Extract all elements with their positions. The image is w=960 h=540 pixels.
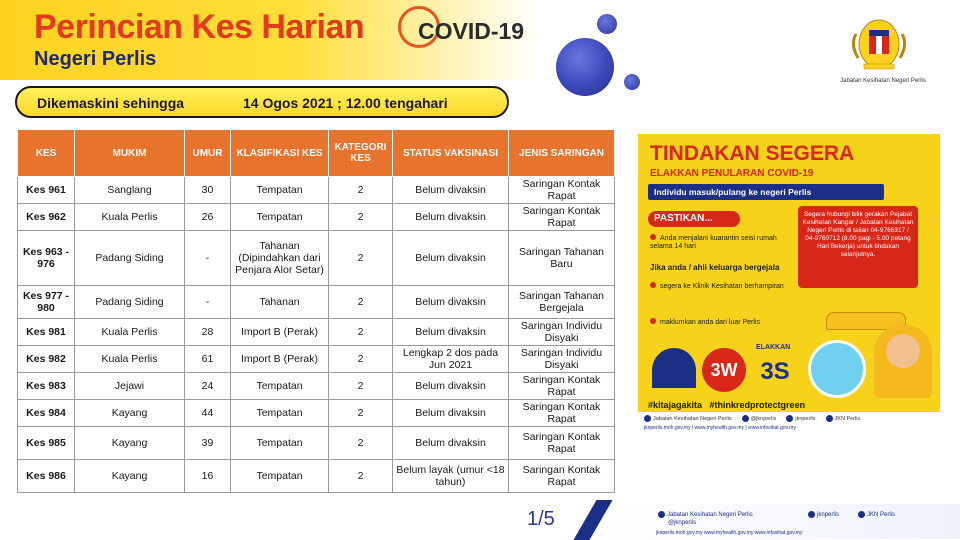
logo-icon bbox=[826, 415, 833, 422]
poster-line bbox=[650, 234, 790, 251]
poster-contact-box: Segera hubungi bilik gerakan Pejabat Kesihatan Kangar / Jabatan Kesihatan Negeri Perlis di talian 04-9766317 / 04-9760712 (8.00 pagi - 5.00 petang Hari Bekerja) untuk tindakan selanjutnya. bbox=[798, 206, 918, 288]
table-row bbox=[18, 400, 615, 427]
column-header: JENIS SARINGAN bbox=[509, 130, 615, 177]
screening-type-cell: Saringan Individu Disyaki bbox=[509, 319, 615, 346]
category-cell: 2 bbox=[329, 286, 393, 319]
bullet-icon bbox=[650, 282, 656, 288]
social-label: @jknperlis bbox=[750, 415, 777, 422]
classification-cell: Tempatan bbox=[231, 373, 329, 400]
social-label: Jabatan Kesihatan Negeri Perlis bbox=[653, 415, 732, 422]
case-id: Kes 961 bbox=[18, 177, 75, 204]
ministry-crest-logo bbox=[842, 14, 916, 74]
screening-type-cell: Saringan Kontak Rapat bbox=[509, 177, 615, 204]
poster-hashtags bbox=[648, 400, 805, 410]
table-row bbox=[18, 373, 615, 400]
social-label: jknperlis bbox=[795, 415, 816, 422]
column-header: KATEGORI KES bbox=[329, 130, 393, 177]
vaccination-status-cell: Belum divaksin bbox=[393, 427, 509, 460]
screening-type-cell: Saringan Kontak Rapat bbox=[509, 427, 615, 460]
vaccination-status-cell: Lengkap 2 dos pada Jun 2021 bbox=[393, 346, 509, 373]
column-header: UMUR bbox=[185, 130, 231, 177]
case-id: Kes 981 bbox=[18, 319, 75, 346]
poster-social-row bbox=[638, 412, 940, 424]
update-datetime: 14 Ogos 2021 ; 12.00 tengahari bbox=[243, 95, 448, 111]
poster-line bbox=[650, 318, 810, 327]
face-icon bbox=[886, 334, 920, 368]
twitter-icon bbox=[742, 415, 749, 422]
mukim-cell: Padang Siding bbox=[75, 286, 185, 319]
footer-urls: jknperlis.moh.gov.my www.myhealth.gov.my www.infosihat.gov.my bbox=[656, 530, 803, 536]
case-table bbox=[17, 129, 615, 493]
poster-line-text: maklumkan anda dari luar Perlis bbox=[660, 319, 760, 326]
table-row bbox=[18, 346, 615, 373]
table-row bbox=[18, 204, 615, 231]
classification-cell: Tempatan bbox=[231, 427, 329, 460]
hashtag: #kitajagakita bbox=[648, 400, 703, 410]
screening-type-cell: Saringan Tahanan Bergejala bbox=[509, 286, 615, 319]
case-id: Kes 985 bbox=[18, 427, 75, 460]
table-row bbox=[18, 286, 615, 319]
classification-cell: Import B (Perak) bbox=[231, 346, 329, 373]
classification-cell: Tempatan bbox=[231, 204, 329, 231]
vaccination-status-cell: Belum divaksin bbox=[393, 177, 509, 204]
category-cell: 2 bbox=[329, 460, 393, 493]
vaccination-status-cell: Belum divaksin bbox=[393, 231, 509, 286]
screening-type-cell: Saringan Kontak Rapat bbox=[509, 204, 615, 231]
page-title: Perincian Kes Harian bbox=[34, 8, 365, 46]
instagram-icon bbox=[808, 511, 815, 518]
social-item bbox=[644, 415, 732, 422]
social-label: JKN Perlis bbox=[834, 415, 861, 422]
category-cell: 2 bbox=[329, 427, 393, 460]
update-banner bbox=[15, 86, 509, 118]
state-subtitle: Negeri Perlis bbox=[34, 48, 157, 70]
screening-type-cell: Saringan Tahanan Baru bbox=[509, 231, 615, 286]
mukim-cell: Sanglang bbox=[75, 177, 185, 204]
column-header: STATUS VAKSINASI bbox=[393, 130, 509, 177]
footer-handle bbox=[858, 511, 895, 518]
category-cell: 2 bbox=[329, 319, 393, 346]
vaccination-status-cell: Belum divaksin bbox=[393, 400, 509, 427]
age-cell: 26 bbox=[185, 204, 231, 231]
badge-3w: 3W bbox=[702, 348, 746, 392]
footer-org-label: Jabatan Kesihatan Negeri Perlis bbox=[667, 512, 753, 519]
age-cell: 44 bbox=[185, 400, 231, 427]
facebook-icon bbox=[658, 511, 665, 518]
category-cell: 2 bbox=[329, 231, 393, 286]
poster-subtitle: ELAKKAN PENULARAN COVID-19 bbox=[650, 168, 814, 179]
category-cell: 2 bbox=[329, 204, 393, 231]
screening-type-cell: Saringan Kontak Rapat bbox=[509, 373, 615, 400]
poster-line: Jika anda / ahli keluarga bergejala bbox=[650, 263, 780, 272]
footer-org bbox=[658, 511, 753, 518]
table-row bbox=[18, 319, 615, 346]
case-id: Kes 962 bbox=[18, 204, 75, 231]
page-number: 1/5 bbox=[527, 508, 555, 530]
poster-pastikan-label: PASTIKAN... bbox=[648, 211, 740, 227]
classification-cell: Tempatan bbox=[231, 400, 329, 427]
table-header-row bbox=[18, 130, 615, 177]
footer-handle: @jknperlis bbox=[668, 520, 697, 526]
classification-cell: Tempatan bbox=[231, 460, 329, 493]
social-item bbox=[742, 415, 777, 422]
poster-footer bbox=[638, 412, 940, 436]
covid-label: COVID-19 bbox=[418, 18, 525, 44]
mukim-cell: Jejawi bbox=[75, 373, 185, 400]
poster-line-text: Anda menjalani kuarantin seisi rumah selama 14 hari bbox=[650, 235, 777, 250]
face-mask-icon bbox=[808, 340, 866, 398]
screening-type-cell: Saringan Kontak Rapat bbox=[509, 460, 615, 493]
facebook-icon bbox=[644, 415, 651, 422]
age-cell: 28 bbox=[185, 319, 231, 346]
case-id: Kes 983 bbox=[18, 373, 75, 400]
case-id: Kes 982 bbox=[18, 346, 75, 373]
case-id: Kes 977 - 980 bbox=[18, 286, 75, 319]
poster-title: TINDAKAN SEGERA bbox=[650, 142, 855, 165]
badge-3s-label: ELAKKAN bbox=[756, 344, 791, 351]
vaccination-status-cell: Belum layak (umur <18 tahun) bbox=[393, 460, 509, 493]
category-cell: 2 bbox=[329, 346, 393, 373]
case-id: Kes 963 - 976 bbox=[18, 231, 75, 286]
age-cell: 39 bbox=[185, 427, 231, 460]
column-header: KLASIFIKASI KES bbox=[231, 130, 329, 177]
advisory-poster bbox=[638, 134, 940, 436]
instagram-icon bbox=[786, 415, 793, 422]
case-id: Kes 986 bbox=[18, 460, 75, 493]
mukim-cell: Kuala Perlis bbox=[75, 204, 185, 231]
age-cell: 61 bbox=[185, 346, 231, 373]
social-item bbox=[786, 415, 815, 422]
footer-handle bbox=[808, 511, 839, 518]
mukim-cell: Kayang bbox=[75, 400, 185, 427]
child-illustration-icon bbox=[874, 324, 932, 398]
category-cell: 2 bbox=[329, 177, 393, 204]
table-row bbox=[18, 460, 615, 493]
mukim-cell: Kayang bbox=[75, 460, 185, 493]
logo-caption: Jabatan Kesihatan Negeri Perlis bbox=[840, 78, 926, 84]
footer-handle-label: jknperlis bbox=[817, 512, 840, 519]
virus-small-icon bbox=[624, 74, 640, 90]
logo-icon bbox=[858, 511, 865, 518]
classification-cell: Tahanan bbox=[231, 286, 329, 319]
table-row bbox=[18, 177, 615, 204]
poster-audience-bar: Individu masuk/pulang ke negeri Perlis bbox=[648, 184, 884, 200]
poster-line-text: segera ke Klinik Kesihatan berhampiran bbox=[660, 283, 784, 290]
bullet-icon bbox=[650, 318, 656, 324]
screening-type-cell: Saringan Individu Disyaki bbox=[509, 346, 615, 373]
case-id: Kes 984 bbox=[18, 400, 75, 427]
age-cell: 30 bbox=[185, 177, 231, 204]
age-cell: - bbox=[185, 231, 231, 286]
mukim-cell: Kayang bbox=[75, 427, 185, 460]
update-label: Dikemaskini sehingga bbox=[37, 95, 185, 111]
social-item bbox=[826, 415, 861, 422]
vaccination-status-cell: Belum divaksin bbox=[393, 286, 509, 319]
classification-cell: Tahanan (Dipindahkan dari Penjara Alor Setar) bbox=[231, 231, 329, 286]
mukim-cell: Kuala Perlis bbox=[75, 319, 185, 346]
footer-handle-label: JKN Perlis bbox=[867, 512, 896, 519]
category-cell: 2 bbox=[329, 373, 393, 400]
classification-cell: Import B (Perak) bbox=[231, 319, 329, 346]
screening-type-cell: Saringan Kontak Rapat bbox=[509, 400, 615, 427]
badge-3s: 3S bbox=[760, 358, 790, 385]
table-row bbox=[18, 231, 615, 286]
age-cell: 24 bbox=[185, 373, 231, 400]
classification-cell: Tempatan bbox=[231, 177, 329, 204]
column-header: MUKIM bbox=[75, 130, 185, 177]
virus-small-icon bbox=[597, 14, 617, 34]
hashtag: #thinkredprotectgreen bbox=[709, 400, 806, 410]
category-cell: 2 bbox=[329, 400, 393, 427]
poster-line bbox=[650, 282, 790, 291]
age-cell: - bbox=[185, 286, 231, 319]
vaccination-status-cell: Belum divaksin bbox=[393, 373, 509, 400]
age-cell: 16 bbox=[185, 460, 231, 493]
table-row bbox=[18, 427, 615, 460]
vaccination-status-cell: Belum divaksin bbox=[393, 204, 509, 231]
virus-illustration-icon bbox=[556, 38, 614, 96]
mukim-cell: Padang Siding bbox=[75, 231, 185, 286]
bullet-icon bbox=[650, 234, 656, 240]
mukim-cell: Kuala Perlis bbox=[75, 346, 185, 373]
vaccination-status-cell: Belum divaksin bbox=[393, 319, 509, 346]
poster-footer-urls: jknperlis.moh.gov.my | www.myhealth.gov.my | www.infosihat.gov.my bbox=[644, 425, 796, 431]
column-header: KES bbox=[18, 130, 75, 177]
arch-illustration-icon bbox=[652, 348, 696, 388]
